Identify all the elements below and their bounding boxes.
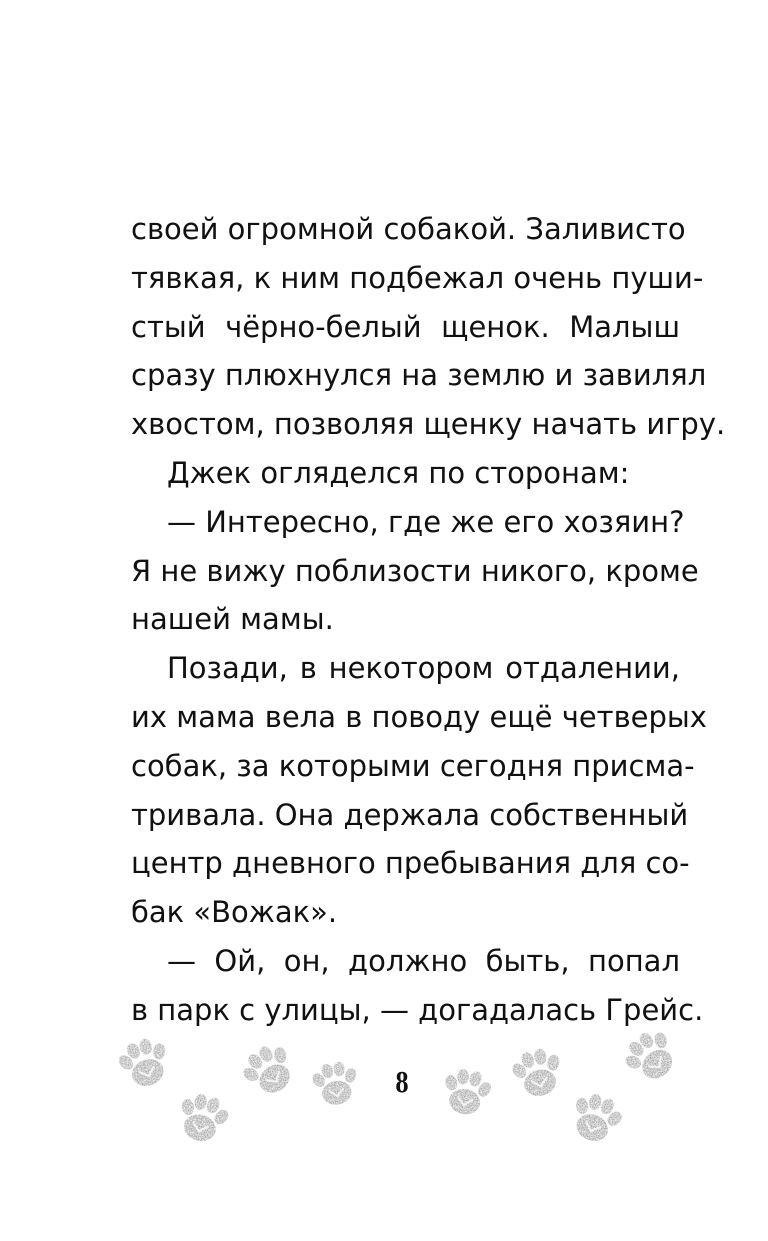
text-line: сразу плюхнулся на землю и завилял (131, 358, 707, 393)
paw-print-icon (172, 1090, 232, 1150)
page-number: 8 (395, 1068, 409, 1099)
text-line: их мама вела в поводу ещё четверых (131, 699, 707, 734)
text-line: Джек огляделся по сторонам: (167, 455, 630, 490)
paw-prints-decoration (0, 1010, 768, 1160)
text-line: стый чёрно-белый щенок. Малыш (131, 309, 680, 344)
text-line: — Ой, он, должно быть, попал (167, 943, 680, 978)
paw-print-icon (437, 1065, 495, 1123)
text-line: собак, за которыми сегодня присма- (131, 748, 695, 783)
text-line: хвостом, позволяя щенку начать игру. (131, 407, 726, 442)
text-line: Позади, в некотором отдалении, (167, 651, 680, 686)
paw-print-icon (308, 1058, 363, 1113)
paw-print-icon (115, 1035, 175, 1095)
paw-print-icon (240, 1042, 300, 1102)
paw-print-icon (508, 1045, 568, 1105)
text-line: в парк с улицы, — догадалась Грейс. (131, 992, 704, 1027)
paw-print-icon (565, 1090, 625, 1150)
text-line: нашей мамы. (131, 602, 334, 637)
text-line: центр дневного пребывания для со- (131, 846, 690, 881)
text-line: своей огромной собакой. Заливисто (131, 212, 686, 246)
text-line: бак «Вожак». (131, 895, 338, 930)
page-text (131, 205, 726, 1035)
text-line: — Интересно, где же его хозяин? (167, 504, 685, 539)
paw-print-icon (622, 1028, 682, 1088)
text-line: Я не вижу поблизости никого, кроме (131, 553, 699, 588)
text-line: тявкая, к ним подбежал очень пуши- (131, 260, 704, 295)
text-line: тривала. Она держала собственный (131, 797, 689, 832)
